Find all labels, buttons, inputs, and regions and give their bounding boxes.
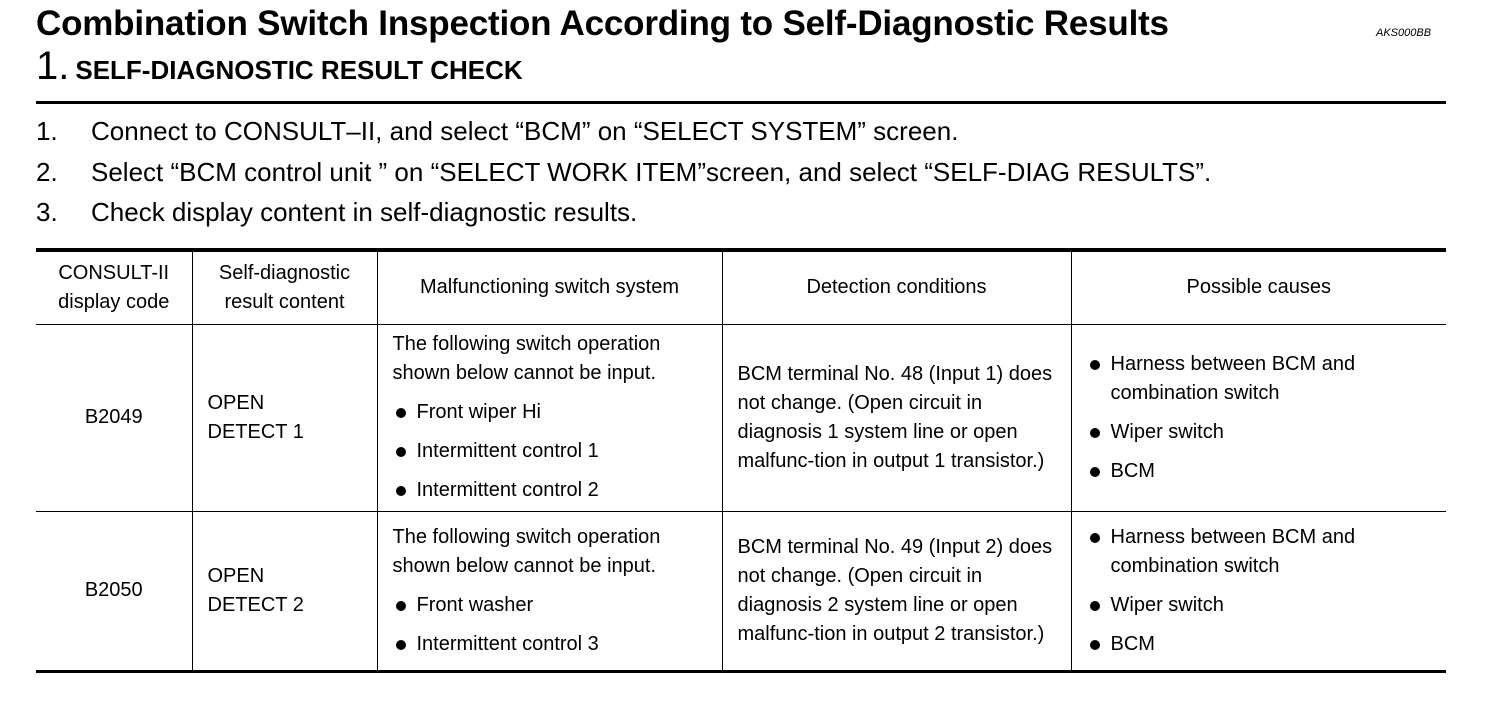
list-item: BCM: [1087, 457, 1432, 486]
causes-list: [1087, 523, 1432, 659]
list-item: Front wiper Hi: [393, 398, 707, 427]
result-content-cell: [192, 511, 377, 671]
section-number: 1.: [36, 44, 70, 88]
procedure-step: [36, 197, 1211, 238]
step-text: Connect to CONSULT–II, and select “BCM” on “SELECT SYSTEM” screen.: [91, 116, 959, 146]
switch-list: [393, 398, 707, 505]
header-switch-system: Malfunctioning switch system: [377, 250, 722, 324]
table-row: [36, 324, 1446, 511]
page-title: Combination Switch Inspection According to Self-Diagnostic Results: [36, 4, 1169, 43]
list-item: Harness between BCM and combination switch: [1087, 350, 1432, 408]
step-text: Select “BCM control unit ” on “SELECT WORK ITEM”screen, and select “SELF-DIAG RESULTS”.: [91, 156, 1212, 187]
switch-system-cell: [377, 324, 722, 511]
header-detection-conditions: Detection conditions: [722, 250, 1071, 324]
step-number: 2.: [36, 156, 58, 187]
header-display-code: [36, 250, 192, 324]
header-text: result content: [224, 290, 345, 313]
causes-list: [1087, 350, 1432, 486]
header-possible-causes: Possible causes: [1071, 250, 1446, 324]
section-label: SELF-DIAGNOSTIC RESULT CHECK: [75, 55, 523, 85]
reference-code: AKS000BB: [1376, 27, 1432, 39]
switch-system-cell: [377, 511, 722, 671]
step-number: 3.: [36, 197, 58, 227]
list-item: Wiper switch: [1087, 591, 1432, 620]
switch-system-intro: The following switch operation shown below cannot be input.: [392, 333, 661, 384]
detection-conditions-cell: BCM terminal No. 49 (Input 2) does not change. (Open circuit in diagnosis 2 system line or open malfunc-tion in output 2 transistor.): [722, 511, 1071, 671]
result-text: OPEN: [207, 391, 265, 414]
list-item: Front washer: [393, 591, 707, 620]
result-text: DETECT 1: [207, 420, 304, 443]
list-item: Harness between BCM and combination switch: [1087, 523, 1432, 581]
display-code-cell: B2049: [36, 324, 192, 511]
result-content-cell: [192, 324, 377, 511]
list-item: Intermittent control 3: [393, 630, 707, 659]
section-heading: [36, 44, 523, 89]
list-item: BCM: [1087, 630, 1432, 659]
list-item: Intermittent control 1: [393, 437, 707, 466]
possible-causes-cell: [1071, 324, 1446, 511]
procedure-steps: [36, 116, 1211, 238]
possible-causes-cell: [1071, 511, 1446, 671]
detection-conditions-cell: BCM terminal No. 48 (Input 1) does not change. (Open circuit in diagnosis 1 system line or open malfunc-tion in output 1 transistor.): [722, 324, 1071, 511]
procedure-step: [36, 157, 1211, 198]
procedure-step: [36, 116, 1211, 157]
header-text: CONSULT-II: [58, 261, 170, 284]
section-divider: [36, 101, 1446, 104]
list-item: Intermittent control 2: [393, 476, 707, 505]
step-text: Check display content in self-diagnostic results.: [91, 197, 638, 227]
header-text: Self-diagnostic: [218, 261, 351, 284]
result-text: OPEN: [207, 564, 265, 587]
header-text: display code: [58, 290, 170, 313]
display-code-cell: B2050: [36, 511, 192, 671]
switch-system-intro: The following switch operation shown below cannot be input.: [392, 525, 661, 577]
self-diagnostic-table: [36, 248, 1446, 673]
list-item: Wiper switch: [1087, 418, 1432, 447]
switch-list: [393, 591, 707, 659]
step-number: 1.: [36, 116, 58, 146]
table-header-row: [36, 250, 1446, 324]
table-row: [36, 511, 1446, 671]
header-result-content: [192, 250, 377, 324]
result-text: DETECT 2: [207, 593, 304, 616]
